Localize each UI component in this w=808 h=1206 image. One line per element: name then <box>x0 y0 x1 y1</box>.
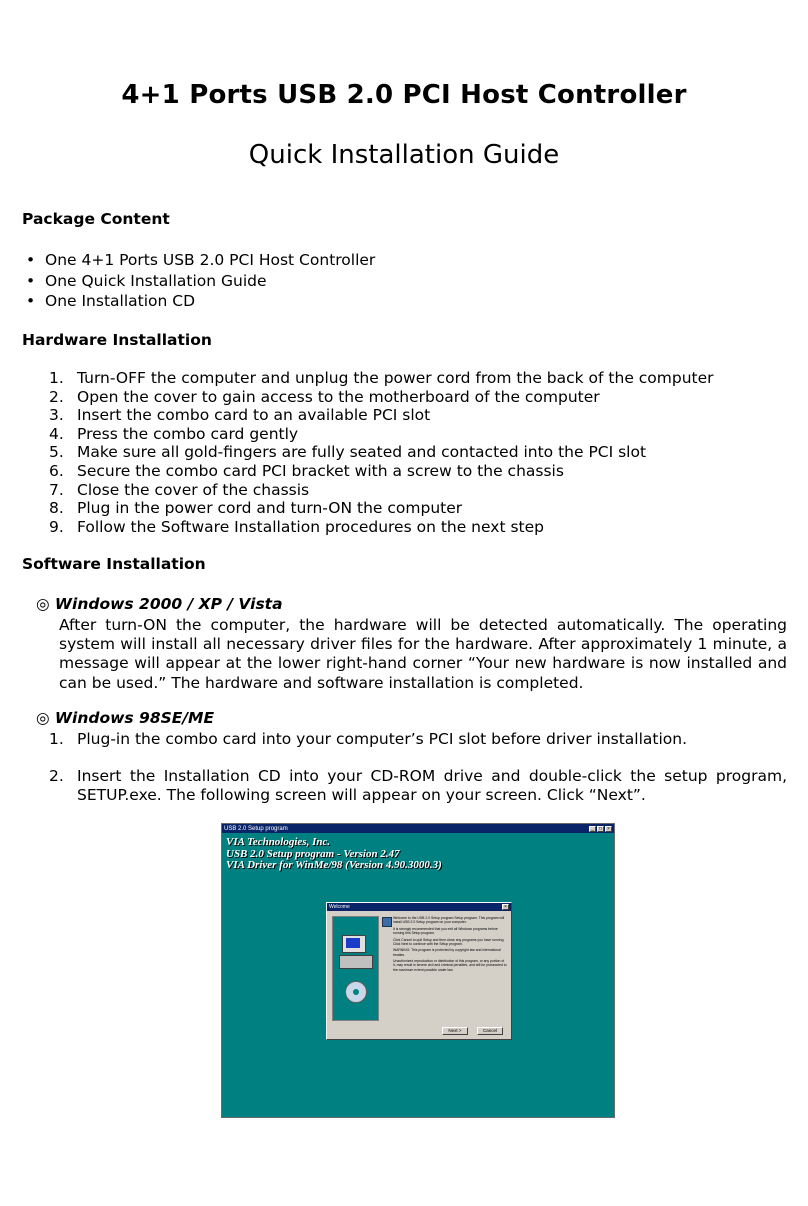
step-number: 1. <box>49 730 64 748</box>
hardware-step <box>0 499 714 518</box>
step-text: Plug-in the combo card into your computer’s PCI slot before driver installation. <box>77 730 688 748</box>
setup-screenshot <box>221 823 615 1118</box>
step-text: Follow the Software Installation procedures on the next step <box>77 517 544 536</box>
dialog-title: Welcome <box>329 904 350 910</box>
step-text: Press the combo card gently <box>77 424 299 443</box>
vendor-banner <box>226 837 442 872</box>
step-number: 9. <box>49 517 64 536</box>
software-heading: Software Installation <box>22 555 206 573</box>
step-number: 3. <box>49 406 64 425</box>
hardware-step <box>0 443 714 462</box>
hardware-step <box>0 425 714 444</box>
maximize-icon[interactable]: □ <box>598 825 603 832</box>
step-text: Plug in the power cord and turn-ON the computer <box>77 499 463 518</box>
package-item: • One Quick Installation Guide <box>22 271 375 292</box>
hardware-step <box>0 406 714 425</box>
next-button[interactable]: Next > <box>442 1027 468 1035</box>
screenshot-window-title: USB 2.0 Setup program <box>224 825 288 832</box>
win98-step <box>22 730 787 749</box>
dialog-paragraph: WARNING: This program is protected by copyright law and international treaties. <box>393 948 501 957</box>
hardware-heading: Hardware Installation <box>22 331 212 349</box>
win98-step <box>22 767 787 805</box>
step-text: Open the cover to gain access to the motherboard of the computer <box>77 387 600 406</box>
page-title: 4+1 Ports USB 2.0 PCI Host Controller <box>121 80 687 110</box>
step-text: Insert the Installation CD into your CD-ROM drive and double-click the setup program, SETUP.exe. The following screen will appear on your screen. Click “Next”. <box>77 767 787 804</box>
step-number: 1. <box>49 369 64 387</box>
win98-heading: ◎ Windows 98SE/ME <box>36 709 215 727</box>
hardware-steps <box>0 369 714 536</box>
setup-illustration <box>332 916 379 1021</box>
setup-computer-icon <box>382 917 392 927</box>
dialog-paragraph: Click Cancel to quit Setup and then close any programs you have running. Click Next to continue with the Setup program. <box>393 937 505 946</box>
step-number: 7. <box>49 480 64 499</box>
dialog-body <box>393 916 507 974</box>
close-icon[interactable]: × <box>605 826 612 832</box>
package-list <box>22 250 375 312</box>
computer-monitor-icon <box>342 935 366 953</box>
step-number: 5. <box>49 443 64 462</box>
step-text: Secure the combo card PCI bracket with a screw to the chassis <box>77 461 564 480</box>
package-item: • One 4+1 Ports USB 2.0 PCI Host Controller <box>22 250 375 271</box>
vendor-line: VIA Driver for WinMe/98 (Version 4.90.3000.3) <box>226 859 442 871</box>
dialog-paragraph: Unauthorized reproduction or distribution of this program, or any portion of it, may result in severe civil and criminal penalties, and will be prosecuted to the maximum extent possible under law. <box>393 959 507 972</box>
welcome-dialog <box>326 902 512 1040</box>
cd-disc-icon <box>345 981 367 1003</box>
step-text: Make sure all gold-fingers are fully seated and contacted into the PCI slot <box>77 443 647 462</box>
package-item: • One Installation CD <box>22 291 375 312</box>
step-number: 2. <box>49 387 64 406</box>
step-number: 4. <box>49 424 64 443</box>
step-number: 2. <box>49 767 64 785</box>
vendor-line: VIA Technologies, Inc. <box>226 836 331 848</box>
dialog-paragraph: It is strongly recommended that you exit all Windows programs before running this Setup program. <box>393 926 498 935</box>
minimize-icon[interactable]: _ <box>589 826 596 832</box>
page-subtitle: Quick Installation Guide <box>248 140 560 170</box>
step-text: Turn-OFF the computer and unplug the power cord from the back of the computer <box>77 369 714 387</box>
window-controls <box>589 826 612 832</box>
step-number: 6. <box>49 461 64 480</box>
hardware-step <box>0 462 714 481</box>
package-heading: Package Content <box>22 210 170 228</box>
hardware-step <box>0 481 714 500</box>
win2000-heading: ◎ Windows 2000 / XP / Vista <box>36 595 283 613</box>
hardware-step <box>0 388 714 407</box>
computer-case-icon <box>339 955 373 969</box>
dialog-close-icon[interactable]: × <box>502 904 509 910</box>
step-number: 8. <box>49 499 64 518</box>
step-text: Insert the combo card to an available PCI slot <box>77 406 431 425</box>
dialog-titlebar <box>327 903 511 911</box>
vendor-line: USB 2.0 Setup program - Version 2.47 <box>226 847 400 860</box>
cancel-button[interactable]: Cancel <box>477 1027 503 1035</box>
step-text: Close the cover of the chassis <box>77 480 310 499</box>
hardware-step <box>0 518 714 537</box>
hardware-step <box>0 369 714 388</box>
win2000-text: After turn-ON the computer, the hardware will be detected automatically. The operating system will install all necessary driver files for the hardware. After approximately 1 minute, a message will appear at the lower right-hand corner “Your new hardware is now installed and can be used.” The hardware and software installation is completed. <box>59 616 787 692</box>
screenshot-titlebar <box>222 824 614 833</box>
dialog-paragraph: Welcome to the USB 2.0 Setup program Setup program. This program will install USB 2.0 Setup program on your computer. <box>393 916 505 925</box>
